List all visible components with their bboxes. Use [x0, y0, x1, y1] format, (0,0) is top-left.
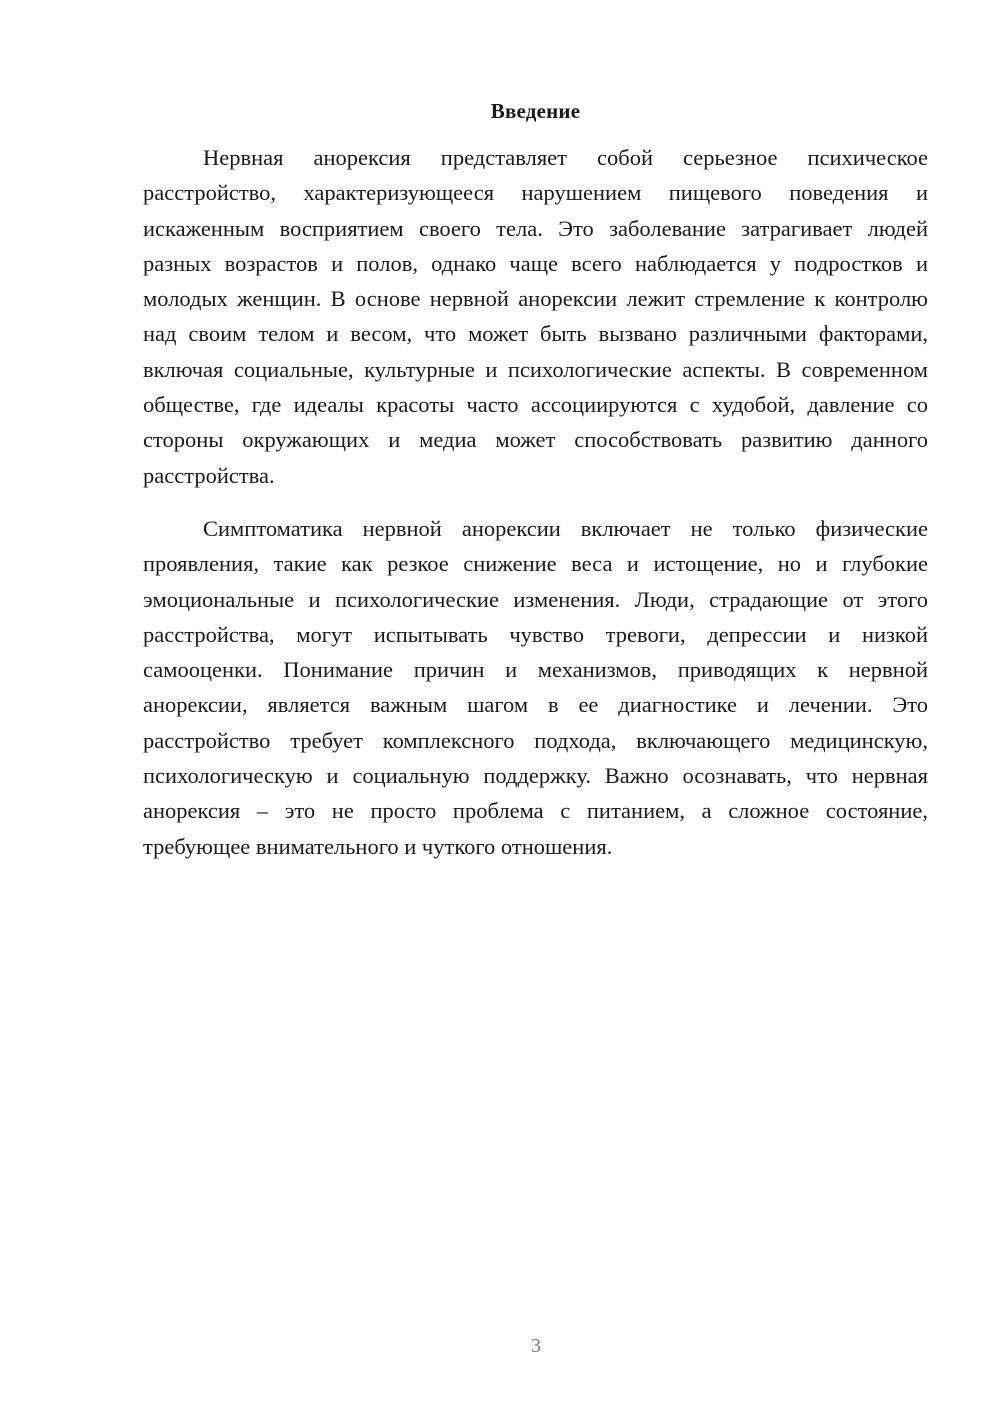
paragraph-2: Симптоматика нервной анорексии включает не только физические проявления, такие как резкое снижение веса и истощение, но и глубокие эмоциональные и психологические изменения. Люди, страдающие от этого расстройства, могут испытывать чувство тревоги, депрессии и низкой самооценки. Понимание причин и механизмов, приводящих к нервной анорексии, является важным шагом в ее диагностике и лечении. Это расстройство требует комплексного подхода, включающего медицинскую, психологическую и социальную поддержку. Важно осознавать, что нервная анорексия – это не просто проблема с питанием, а сложное состояние, требующее внимательного и чуткого отношения. — [143, 515, 928, 859]
page-content — [143, 96, 928, 864]
paragraph-1: Нервная анорексия представляет собой серьезное психическое расстройство, характеризующееся нарушением пищевого поведения и искаженным восприятием своего тела. Это заболевание затрагивает людей разных возрастов и полов, однако чаще всего наблюдается у подростков и молодых женщин. В основе нервной анорексии лежит стремление к контролю над своим телом и весом, что может быть вызвано различными факторами, включая социальные, культурные и психологические аспекты. В современном обществе, где идеалы красоты часто ассоциируются с худобой, давление со стороны окружающих и медиа может способствовать развитию данного расстройства. — [143, 145, 928, 488]
page-number: 3 — [531, 1335, 541, 1357]
section-heading: Введение — [490, 99, 581, 123]
